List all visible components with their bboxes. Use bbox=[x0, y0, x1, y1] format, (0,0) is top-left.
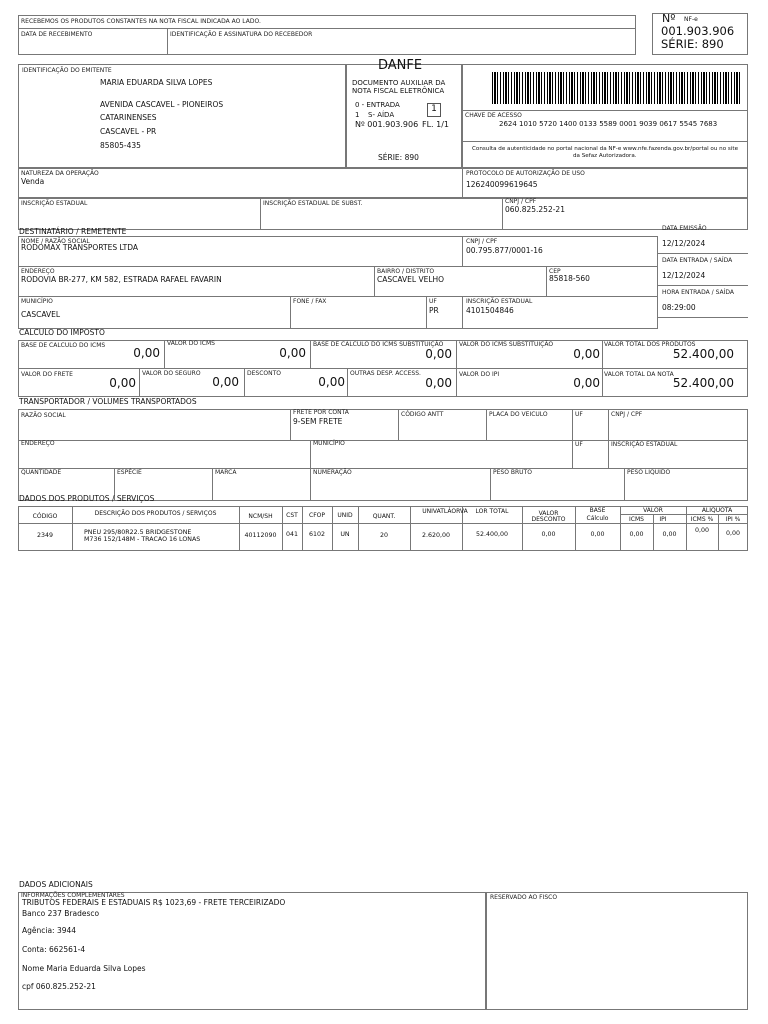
divider bbox=[167, 28, 168, 55]
row-base: 0,00 bbox=[590, 531, 605, 538]
v-icms-label: VALOR DO ICMS bbox=[167, 340, 215, 347]
th-codigo: CÓDIGO bbox=[32, 513, 58, 520]
transp-endereco-label: ENDEREÇO bbox=[21, 440, 55, 447]
data-recebimento-label: DATA DE RECEBIMENTO bbox=[21, 31, 93, 38]
inscricao-row bbox=[18, 198, 748, 230]
chave-consulta2: da Sefaz Autorizadora. bbox=[573, 153, 637, 159]
desconto: 0,00 bbox=[318, 375, 345, 389]
dest-bairro: CASCAVEL VELHO bbox=[377, 275, 445, 284]
divider bbox=[290, 296, 291, 329]
data-entrada: 12/12/2024 bbox=[662, 271, 706, 280]
transp-frete: 9-SEM FRETE bbox=[293, 417, 343, 426]
danfe-numero: Nº 001.903.906 bbox=[355, 120, 419, 129]
v-prod-label: VALOR TOTAL DOS PRODUTOS bbox=[604, 341, 696, 348]
info-line-1: TRIBUTOS FEDERAIS E ESTADUAIS R$ 1023,69 - FRETE TERCEIRIZADO bbox=[22, 898, 286, 907]
frete: 0,00 bbox=[109, 376, 136, 390]
info-line-2: Banco 237 Bradesco bbox=[22, 909, 100, 918]
row-ncm: 40112090 bbox=[244, 532, 277, 539]
th-total: LOR TOTAL bbox=[475, 508, 509, 515]
row-cst: 041 bbox=[285, 531, 299, 538]
divider bbox=[462, 296, 463, 329]
dest-nome: RODOMAX TRANSPORTES LTDA bbox=[21, 243, 138, 252]
info-complementares-label: INFORMAÇÕES COMPLEMENTARES bbox=[21, 892, 125, 899]
v-prod: 52.400,00 bbox=[672, 347, 734, 361]
hora-label: HORA ENTRADA / SAÍDA bbox=[662, 289, 735, 296]
divider bbox=[658, 285, 748, 286]
th-cfop: CFOP bbox=[309, 512, 325, 519]
transp-razao-label: RAZÃO SOCIAL bbox=[21, 412, 66, 419]
row-desconto: 0,00 bbox=[541, 531, 556, 538]
natureza-label: NATUREZA DA OPERAÇÃO bbox=[21, 170, 99, 177]
bc-icms-label: BASE DE CALCULO DO ICMS bbox=[21, 342, 106, 349]
divider bbox=[212, 468, 213, 501]
transp-frete-label: FRETE POR CONTA bbox=[293, 409, 349, 416]
dest-uf: PR bbox=[429, 306, 439, 315]
divider bbox=[310, 440, 311, 501]
divider bbox=[164, 340, 165, 368]
destinatario-section: DESTINATÁRIO / REMETENTE bbox=[19, 227, 127, 236]
divider bbox=[18, 28, 636, 29]
emitente-cnpj-label: CNPJ / CPF bbox=[505, 198, 537, 205]
divider bbox=[426, 296, 427, 329]
divider bbox=[260, 198, 261, 230]
danfe-saida: S- AÍDA bbox=[368, 111, 395, 119]
dest-cnpj: 00.795.877/0001-16 bbox=[466, 246, 543, 255]
protocolo-label: PROTOCOLO DE AUTORIZAÇÃO DE USO bbox=[466, 170, 585, 177]
imposto-section: CALCULO DO IMPOSTO bbox=[19, 328, 105, 337]
divider bbox=[18, 296, 658, 297]
v-nota-label: VALOR TOTAL DA NOTA bbox=[604, 371, 674, 378]
danfe-serie: SÉRIE: 890 bbox=[378, 153, 419, 162]
data-emissao: 12/12/2024 bbox=[662, 239, 706, 248]
th-base-2: Cálculo bbox=[586, 515, 609, 522]
transp-uf2-label: UF bbox=[575, 441, 583, 448]
divider bbox=[290, 409, 291, 440]
dest-municipio-label: MUNICÍPIO bbox=[21, 298, 53, 305]
th-desconto-1: VALOR bbox=[538, 510, 559, 517]
divider bbox=[486, 409, 487, 440]
transp-cnpj-label: CNPJ / CPF bbox=[611, 411, 643, 418]
dest-nome-label: NOME / RAZÃO SOCIAL bbox=[21, 238, 90, 245]
divider bbox=[462, 236, 463, 266]
row-total: 52.400,00 bbox=[475, 531, 509, 538]
transp-quantidade-label: QUANTIDADE bbox=[21, 469, 62, 476]
th-ipi: IPI bbox=[659, 516, 667, 523]
th-icms-pct: ICMS % bbox=[690, 516, 714, 523]
reservado-fisco-box bbox=[486, 892, 748, 1010]
chave-consulta1: Consulta de autenticidade no portal nacional da NF-e www.nfe.fazenda.gov.br/portal ou no site bbox=[472, 146, 739, 152]
danfe-subtitle1: DOCUMENTO AUXILIAR DA bbox=[352, 79, 446, 87]
reservado-fisco-label: RESERVADO AO FISCO bbox=[490, 894, 558, 901]
row-v-icms: 0,00 bbox=[629, 531, 644, 538]
canhoto-numero: 001.903.906 bbox=[661, 24, 735, 38]
th-ncm: NCM/SH bbox=[248, 513, 273, 520]
ipi-label: VALOR DO IPI bbox=[459, 371, 500, 378]
th-descricao: DESCRIÇÃO DOS PRODUTOS / SERVIÇOS bbox=[94, 510, 217, 517]
emitente-endereco2: CATARINENSES bbox=[100, 113, 157, 122]
info-line-4: Conta: 662561-4 bbox=[22, 945, 86, 954]
th-ipi-pct: IPI % bbox=[725, 516, 741, 523]
dest-ie: 4101504846 bbox=[466, 306, 514, 315]
v-nota: 52.400,00 bbox=[672, 376, 734, 390]
transp-numeracao-label: NUMERAÇÃO bbox=[313, 469, 352, 476]
desconto-label: DESCONTO bbox=[247, 370, 282, 377]
emitente-cep: 85805-435 bbox=[100, 141, 141, 150]
outras-label: OUTRAS DESP. ACCESS. bbox=[350, 370, 421, 377]
divider bbox=[658, 253, 748, 254]
canhoto-serie: SÉRIE: 890 bbox=[661, 37, 724, 51]
danfe-subtitle2: NOTA FISCAL ELETRÔNICA bbox=[352, 87, 445, 95]
transportador-section: TRANSPORTADOR / VOLUMES TRANSPORTADOS bbox=[19, 397, 197, 406]
emitente-nome: MARIA EDUARDA SILVA LOPES bbox=[100, 78, 213, 87]
divider bbox=[456, 368, 457, 397]
th-base-1: BASE bbox=[589, 507, 606, 514]
th-cst: CST bbox=[286, 512, 298, 519]
emitente-endereco1: AVENIDA CASCAVEL - PIONEIROS bbox=[100, 100, 224, 109]
seguro: 0,00 bbox=[212, 375, 239, 389]
divider bbox=[374, 266, 375, 296]
v-icms: 0,00 bbox=[279, 346, 306, 360]
ie-subst-label: INSCRIÇÃO ESTADUAL DE SUBST. bbox=[263, 200, 363, 207]
danfe-title: DANFE bbox=[378, 58, 423, 73]
divider bbox=[410, 506, 411, 551]
divider bbox=[398, 409, 399, 440]
dest-uf-label: UF bbox=[429, 298, 437, 305]
emitente-label: IDENTIFICAÇÃO DO EMITENTE bbox=[22, 67, 112, 74]
canhoto-recebemos: RECEBEMOS OS PRODUTOS CONSTANTES NA NOTA FISCAL INDICADA AO LADO. bbox=[21, 18, 261, 25]
th-valor: VALOR bbox=[643, 507, 663, 514]
th-aliquota: ALIQUOTA bbox=[701, 507, 733, 514]
th-unid: UNID bbox=[337, 512, 353, 519]
chave-value: 2624 1010 5720 1400 0133 5589 0001 9039 0617 5545 7683 bbox=[499, 120, 718, 128]
divider bbox=[658, 317, 748, 318]
row-descricao-1: PNEU 295/80R22.5 BRIDGESTONE bbox=[84, 529, 192, 536]
divider bbox=[624, 468, 625, 501]
canhoto-numero-prefix: Nº bbox=[662, 12, 676, 25]
data-emissao-label: DATA EMISSÃO bbox=[662, 225, 707, 232]
dest-cep: 85818-560 bbox=[549, 274, 590, 283]
info-line-6: cpf 060.825.252-21 bbox=[22, 982, 96, 991]
info-line-3: Agência: 3944 bbox=[22, 926, 77, 935]
natureza-value: Venda bbox=[21, 177, 45, 186]
emitente-cidade: CASCAVEL - PR bbox=[100, 127, 157, 136]
dest-endereco-label: ENDEREÇO bbox=[21, 268, 55, 275]
adicionais-section: DADOS ADICIONAIS bbox=[19, 880, 93, 889]
danfe-tipo-box: 1 bbox=[427, 103, 441, 117]
divider bbox=[462, 168, 463, 198]
th-quant: QUANT. bbox=[372, 513, 396, 520]
identificacao-recebedor-label: IDENTIFICAÇÃO E ASSINATURA DO RECEBEDOR bbox=[170, 31, 313, 38]
transportador-box bbox=[18, 409, 748, 501]
data-entrada-label: DATA ENTRADA / SAÍDA bbox=[662, 257, 733, 264]
info-line-5: Nome Maria Eduarda Silva Lopes bbox=[22, 964, 146, 973]
divider bbox=[310, 340, 311, 368]
ie-label: INSCRIÇÃO ESTADUAL bbox=[21, 200, 88, 207]
emitente-cnpj: 060.825.252-21 bbox=[505, 205, 565, 214]
divider bbox=[244, 368, 245, 397]
transp-especie-label: ESPÉCIE bbox=[117, 469, 142, 476]
divider bbox=[490, 468, 491, 501]
th-desconto-2: DESCONTO bbox=[531, 516, 566, 523]
divider bbox=[546, 266, 547, 296]
produtos-section: DADOS DOS PRODUTOS / SERVIÇOS bbox=[19, 494, 155, 503]
barcode-image bbox=[492, 72, 740, 104]
natureza-row bbox=[18, 168, 748, 198]
divider bbox=[462, 141, 748, 142]
dest-cnpj-label: CNPJ / CPF bbox=[466, 238, 498, 245]
dest-fone-label: FONE / FAX bbox=[293, 298, 327, 305]
frete-label: VALOR DO FRETE bbox=[21, 371, 73, 378]
transp-municipio-label: MUNICÍPIO bbox=[313, 440, 345, 447]
th-unit: UNIVATLÁORVA bbox=[422, 508, 468, 515]
divider bbox=[462, 110, 748, 111]
divider bbox=[18, 368, 748, 369]
divider bbox=[608, 409, 609, 468]
row-codigo: 2349 bbox=[36, 532, 54, 539]
row-quant: 20 bbox=[379, 532, 388, 539]
row-unit: 2.620,00 bbox=[421, 532, 451, 539]
transp-antt-label: CÓDIGO ANTT bbox=[401, 411, 444, 418]
protocolo-value: 126240099619645 bbox=[466, 180, 538, 189]
danfe-folha: FL. 1/1 bbox=[422, 120, 450, 129]
dest-cep-label: CEP bbox=[549, 268, 561, 275]
dest-municipio: CASCAVEL bbox=[21, 310, 61, 319]
transp-peso-liquido-label: PESO LIQUIDO bbox=[627, 469, 671, 476]
bc-st-label: BASE DE CALCULO DO ICMS SUBSTITUIÇÃO bbox=[313, 341, 444, 348]
divider bbox=[347, 368, 348, 397]
transp-placa-label: PLACA DO VEICULO bbox=[489, 411, 548, 418]
seguro-label: VALOR DO SEGURO bbox=[142, 370, 201, 377]
chave-label: CHAVE DE ACESSO bbox=[465, 112, 522, 119]
table-header-divider bbox=[18, 523, 748, 524]
row-aliq-ipi: 0,00 bbox=[725, 530, 741, 537]
transp-marca-label: MARCA bbox=[215, 469, 237, 476]
v-st: 0,00 bbox=[573, 347, 600, 361]
danfe-saida-num: 1 bbox=[355, 111, 360, 119]
hora: 08:29:00 bbox=[662, 303, 696, 312]
divider bbox=[572, 409, 573, 468]
divider bbox=[602, 340, 603, 397]
danfe-entrada: 0 - ENTRADA bbox=[355, 101, 400, 109]
bc-st: 0,00 bbox=[425, 347, 452, 361]
divider bbox=[456, 340, 457, 368]
canhoto-nfe-label: NF-e bbox=[684, 16, 698, 23]
divider bbox=[18, 266, 658, 267]
divider bbox=[139, 368, 140, 397]
th-icms: ICMS bbox=[629, 516, 644, 523]
row-aliq-icms: 0,00 bbox=[694, 527, 710, 534]
transp-uf-label: UF bbox=[575, 411, 583, 418]
dest-endereco: RODOVIA BR-277, KM 582, ESTRADA RAFAEL FAVARIN bbox=[21, 275, 222, 284]
transp-ie-label: INSCRIÇÃO ESTADUAL bbox=[611, 441, 678, 448]
row-descricao-2: M736 152/148M - TRACAO 16 LONAS bbox=[84, 536, 201, 543]
bc-icms: 0,00 bbox=[133, 346, 160, 360]
dest-ie-label: INSCRIÇÃO ESTADUAL bbox=[466, 298, 533, 305]
dest-bairro-label: BAIRRO / DISTRITO bbox=[377, 268, 435, 275]
ipi: 0,00 bbox=[573, 376, 600, 390]
transp-peso-bruto-label: PESO BRUTO bbox=[493, 469, 532, 476]
v-st-label: VALOR DO ICMS SUBSTITUIÇÃO bbox=[459, 341, 554, 348]
outras: 0,00 bbox=[425, 376, 452, 390]
row-v-ipi: 0,00 bbox=[662, 531, 677, 538]
divider bbox=[502, 198, 503, 230]
row-unid: UN bbox=[340, 531, 350, 538]
row-cfop: 6102 bbox=[308, 531, 326, 538]
divider bbox=[620, 514, 748, 515]
